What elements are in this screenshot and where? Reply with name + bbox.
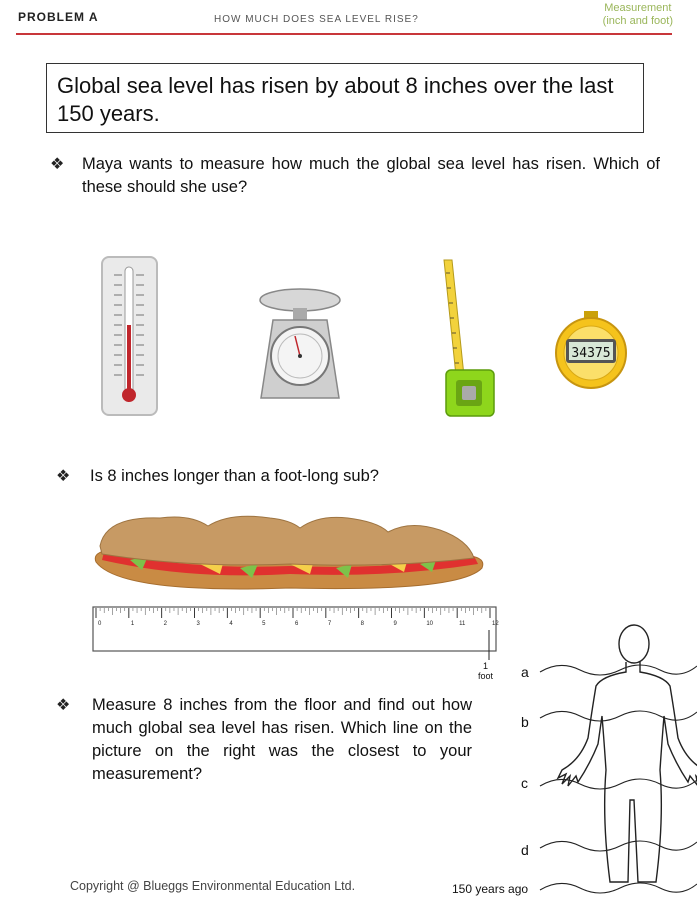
ruler-foot-marker — [486, 630, 492, 662]
topic-line-1: Measurement — [604, 2, 672, 14]
ruler-tick-label: 3 — [196, 621, 200, 627]
ruler-tick-label: 8 — [360, 621, 365, 627]
ruler-tick-label: 12 — [492, 621, 499, 627]
bullet-icon: ❖ — [56, 468, 71, 485]
foot-label — [478, 661, 493, 681]
ruler-tick-label: 1 — [130, 621, 135, 627]
worksheet-title: HOW MUCH DOES SEA LEVEL RISE? — [214, 14, 419, 25]
ruler-tick-label: 10 — [426, 621, 434, 627]
foot-number: 1 — [483, 661, 489, 671]
line-label-c: c — [521, 775, 528, 791]
measuring-tape-icon — [440, 258, 498, 418]
ruler-tick-label: 5 — [262, 621, 266, 627]
years-ago-label: 150 years ago — [452, 882, 529, 896]
thermometer-icon — [100, 255, 160, 417]
stopwatch-icon — [554, 311, 628, 391]
line-label-a: a — [521, 664, 529, 680]
topic-label — [603, 2, 673, 28]
bullet-icon: ❖ — [56, 697, 71, 714]
copyright: Copyright @ Blueggs Environmental Education Ltd. — [70, 879, 356, 893]
question-1-text: Maya wants to measure how much the global sea level has risen. Which of these should she use? — [82, 155, 660, 196]
question-1 — [50, 153, 660, 199]
ruler-tick-label: 9 — [393, 621, 397, 627]
stopwatch-display: 34375 — [571, 346, 611, 361]
ruler-tick-label: 6 — [295, 621, 299, 627]
human-figure-icon — [540, 620, 697, 899]
header-rule — [16, 33, 672, 35]
ruler — [92, 606, 498, 654]
line-label-d: d — [521, 842, 529, 858]
foot-word: foot — [478, 671, 494, 681]
kitchen-scale-icon — [255, 286, 345, 408]
ruler-tick-label: 4 — [229, 621, 233, 627]
bullet-icon: ❖ — [50, 156, 65, 173]
ruler-tick-label: 2 — [163, 621, 168, 627]
ruler-tick-label: 11 — [459, 621, 466, 627]
ruler-tick-label: 7 — [327, 621, 332, 627]
line-label-b: b — [521, 714, 529, 730]
question-2 — [56, 465, 476, 488]
topic-line-2: (inch and foot) — [602, 15, 673, 27]
ruler-tick-label: 0 — [98, 621, 102, 627]
problem-label: PROBLEM A — [18, 10, 99, 24]
fact-box: Global sea level has risen by about 8 inches over the last 150 years. — [46, 63, 644, 133]
question-2-text: Is 8 inches longer than a foot-long sub? — [90, 467, 379, 485]
foot-long-sub-icon — [90, 512, 490, 592]
question-3 — [56, 694, 472, 786]
question-3-text: Measure 8 inches from the floor and find out how much global sea level has risen. Which line on the picture on the right was the closest to your measurement? — [92, 696, 472, 783]
